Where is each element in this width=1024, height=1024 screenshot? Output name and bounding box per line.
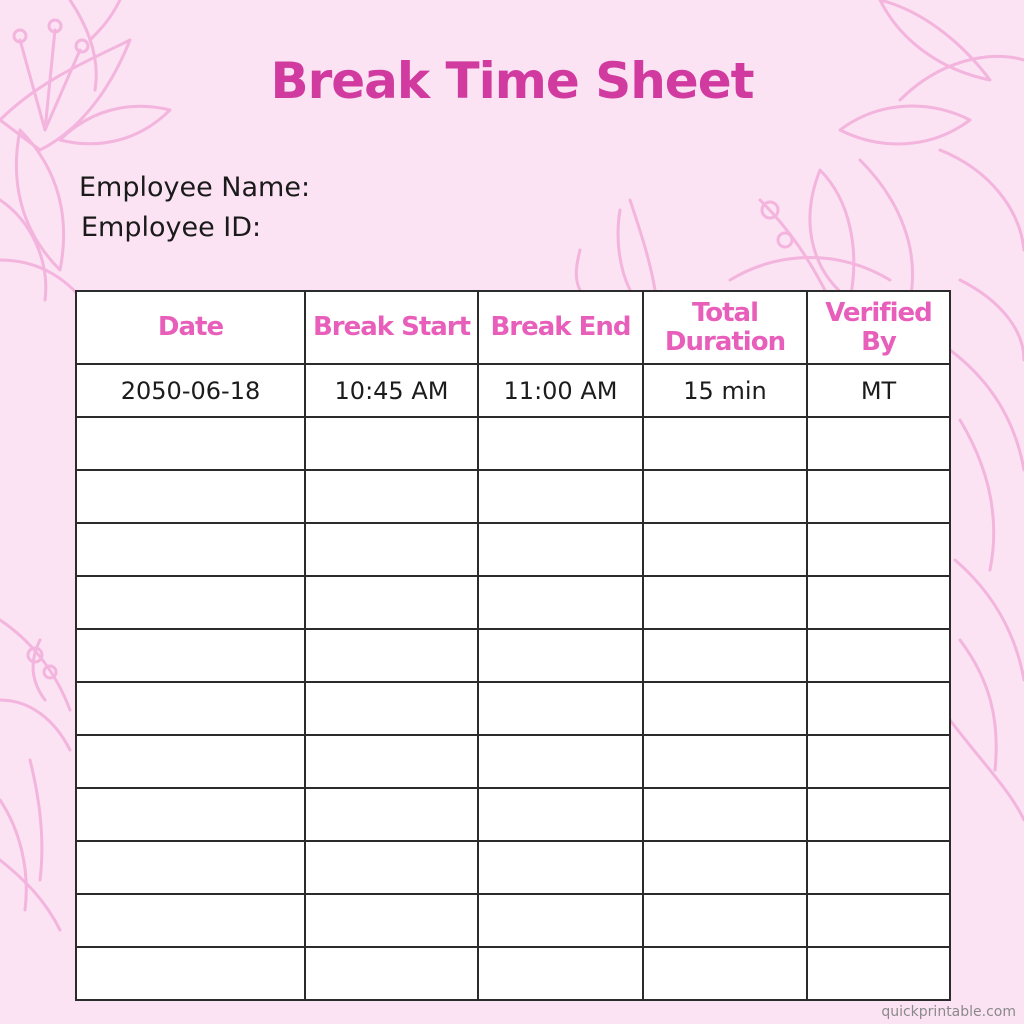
break-time-table bbox=[75, 290, 951, 1001]
table-row bbox=[76, 629, 950, 682]
date-cell[interactable] bbox=[76, 682, 305, 735]
break-start-cell[interactable] bbox=[305, 417, 478, 470]
table-row bbox=[76, 841, 950, 894]
total-duration-cell[interactable] bbox=[643, 417, 807, 470]
break-end-cell[interactable] bbox=[478, 841, 643, 894]
break-end-cell[interactable] bbox=[478, 735, 643, 788]
break-start-cell[interactable] bbox=[305, 470, 478, 523]
break-start-cell[interactable] bbox=[305, 735, 478, 788]
table-header-row bbox=[76, 291, 950, 364]
verified-by-cell[interactable] bbox=[807, 894, 950, 947]
date-cell[interactable] bbox=[76, 735, 305, 788]
verified-by-cell[interactable] bbox=[807, 523, 950, 576]
employee-name-label: Employee Name: bbox=[79, 172, 311, 203]
date-cell[interactable] bbox=[76, 894, 305, 947]
table-row bbox=[76, 523, 950, 576]
verified-by-cell[interactable] bbox=[807, 841, 950, 894]
date-cell[interactable] bbox=[76, 576, 305, 629]
total-duration-cell[interactable]: 15 min bbox=[643, 364, 807, 417]
column-header-verified-by: Verified By bbox=[807, 291, 950, 364]
verified-by-cell[interactable] bbox=[807, 470, 950, 523]
table-row bbox=[76, 894, 950, 947]
break-end-cell[interactable] bbox=[478, 523, 643, 576]
verified-by-cell[interactable] bbox=[807, 417, 950, 470]
verified-by-cell[interactable] bbox=[807, 947, 950, 1000]
date-cell[interactable] bbox=[76, 417, 305, 470]
total-duration-cell[interactable] bbox=[643, 894, 807, 947]
total-duration-cell[interactable] bbox=[643, 841, 807, 894]
total-duration-cell[interactable] bbox=[643, 947, 807, 1000]
total-duration-cell[interactable] bbox=[643, 576, 807, 629]
table-row bbox=[76, 576, 950, 629]
table-row bbox=[76, 735, 950, 788]
date-cell[interactable] bbox=[76, 470, 305, 523]
footer-source: quickprintable.com bbox=[881, 1004, 1016, 1020]
verified-by-cell[interactable] bbox=[807, 576, 950, 629]
total-duration-cell[interactable] bbox=[643, 629, 807, 682]
break-start-cell[interactable]: 10:45 AM bbox=[305, 364, 478, 417]
date-cell[interactable] bbox=[76, 629, 305, 682]
break-start-cell[interactable] bbox=[305, 894, 478, 947]
column-header-break-start: Break Start bbox=[305, 291, 478, 364]
table-row bbox=[76, 947, 950, 1000]
break-start-cell[interactable] bbox=[305, 682, 478, 735]
break-start-cell[interactable] bbox=[305, 629, 478, 682]
total-duration-cell[interactable] bbox=[643, 788, 807, 841]
page-title: Break Time Sheet bbox=[270, 52, 754, 110]
break-start-cell[interactable] bbox=[305, 841, 478, 894]
date-cell[interactable] bbox=[76, 788, 305, 841]
column-header-total-duration: Total Duration bbox=[643, 291, 807, 364]
date-cell[interactable] bbox=[76, 523, 305, 576]
table-row bbox=[76, 417, 950, 470]
table-row bbox=[76, 788, 950, 841]
break-start-cell[interactable] bbox=[305, 788, 478, 841]
table-row bbox=[76, 682, 950, 735]
table-row bbox=[76, 364, 950, 417]
break-end-cell[interactable] bbox=[478, 682, 643, 735]
verified-by-cell[interactable] bbox=[807, 735, 950, 788]
break-end-cell[interactable]: 11:00 AM bbox=[478, 364, 643, 417]
table-row bbox=[76, 470, 950, 523]
break-start-cell[interactable] bbox=[305, 947, 478, 1000]
total-duration-cell[interactable] bbox=[643, 682, 807, 735]
break-end-cell[interactable] bbox=[478, 894, 643, 947]
column-header-break-end: Break End bbox=[478, 291, 643, 364]
break-end-cell[interactable] bbox=[478, 417, 643, 470]
total-duration-cell[interactable] bbox=[643, 470, 807, 523]
date-cell[interactable] bbox=[76, 947, 305, 1000]
verified-by-cell[interactable] bbox=[807, 629, 950, 682]
break-start-cell[interactable] bbox=[305, 576, 478, 629]
break-end-cell[interactable] bbox=[478, 576, 643, 629]
break-start-cell[interactable] bbox=[305, 523, 478, 576]
verified-by-cell[interactable]: MT bbox=[807, 364, 950, 417]
date-cell[interactable]: 2050-06-18 bbox=[76, 364, 305, 417]
employee-id-label: Employee ID: bbox=[81, 212, 262, 243]
break-end-cell[interactable] bbox=[478, 947, 643, 1000]
break-end-cell[interactable] bbox=[478, 629, 643, 682]
date-cell[interactable] bbox=[76, 841, 305, 894]
break-end-cell[interactable] bbox=[478, 788, 643, 841]
total-duration-cell[interactable] bbox=[643, 523, 807, 576]
verified-by-cell[interactable] bbox=[807, 788, 950, 841]
column-header-date: Date bbox=[76, 291, 305, 364]
total-duration-cell[interactable] bbox=[643, 735, 807, 788]
verified-by-cell[interactable] bbox=[807, 682, 950, 735]
break-end-cell[interactable] bbox=[478, 470, 643, 523]
